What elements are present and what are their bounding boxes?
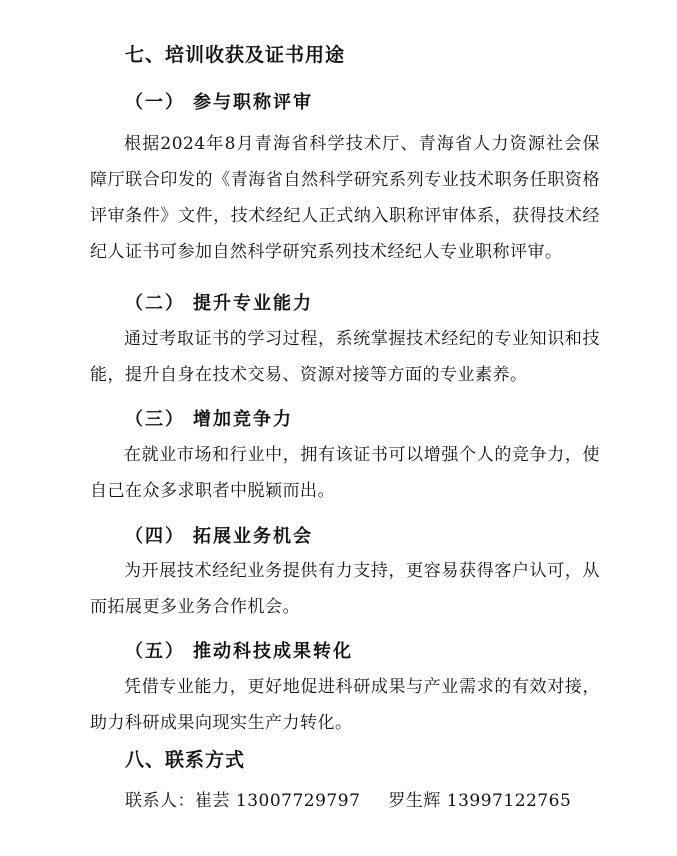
contact-2-phone: 13997122765 [446,791,572,811]
item-2-paragraph: 通过考取证书的学习过程，系统掌握技术经纪的专业知识和技能，提升自身在技术交易、资源对接等方面的专业素养。 [90,329,600,385]
item-4-paragraph: 为开展技术经纪业务提供有力支持，更容易获得客户认可，从而拓展更多业务合作机会。 [90,561,600,617]
item-4-heading [125,522,313,548]
item-4-number: （四） [125,526,185,547]
contact-2-name: 罗生辉 [388,791,441,811]
item-3-paragraph: 在就业市场和行业中，拥有该证书可以增强个人的竞争力，使自己在众多求职者中脱颖而出。 [90,445,600,501]
item-2-number: （二） [125,293,185,314]
item-5-number: （五） [125,641,185,662]
item-1-title: 参与职称评审 [193,92,313,113]
contact-1-phone: 13007729797 [235,791,361,811]
item-4-title: 拓展业务机会 [193,526,313,547]
item-5-paragraph: 凭借专业能力，更好地促进科研成果与产业需求的有效对接，助力科研成果向现实生产力转化。 [90,677,600,733]
item-5-heading [125,637,353,663]
contact-line [125,786,571,811]
section-8-title: 八、联系方式 [125,749,246,771]
item-2-title: 提升专业能力 [193,293,313,314]
contact-label: 联系人： [125,791,195,811]
contact-1-name: 崔芸 [195,791,230,811]
item-1-heading [125,88,313,114]
item-5-title: 推动科技成果转化 [193,641,353,662]
item-2-heading [125,289,313,315]
item-3-title: 增加竞争力 [193,409,293,430]
item-1-paragraph: 根据2024年8月青海省科学技术厅、青海省人力资源社会保障厅联合印发的《青海省自然科学研究系列专业技术职务任职资格评审条件》文件，技术经纪人正式纳入职称评审体系，获得技术经纪人证书可参加自然科学研究系列技术经纪人专业职称评审。 [90,134,600,262]
item-3-number: （三） [125,409,185,430]
item-3-heading [125,405,293,431]
section-7-title: 七、培训收获及证书用途 [125,44,346,66]
item-1-number: （一） [125,92,185,113]
